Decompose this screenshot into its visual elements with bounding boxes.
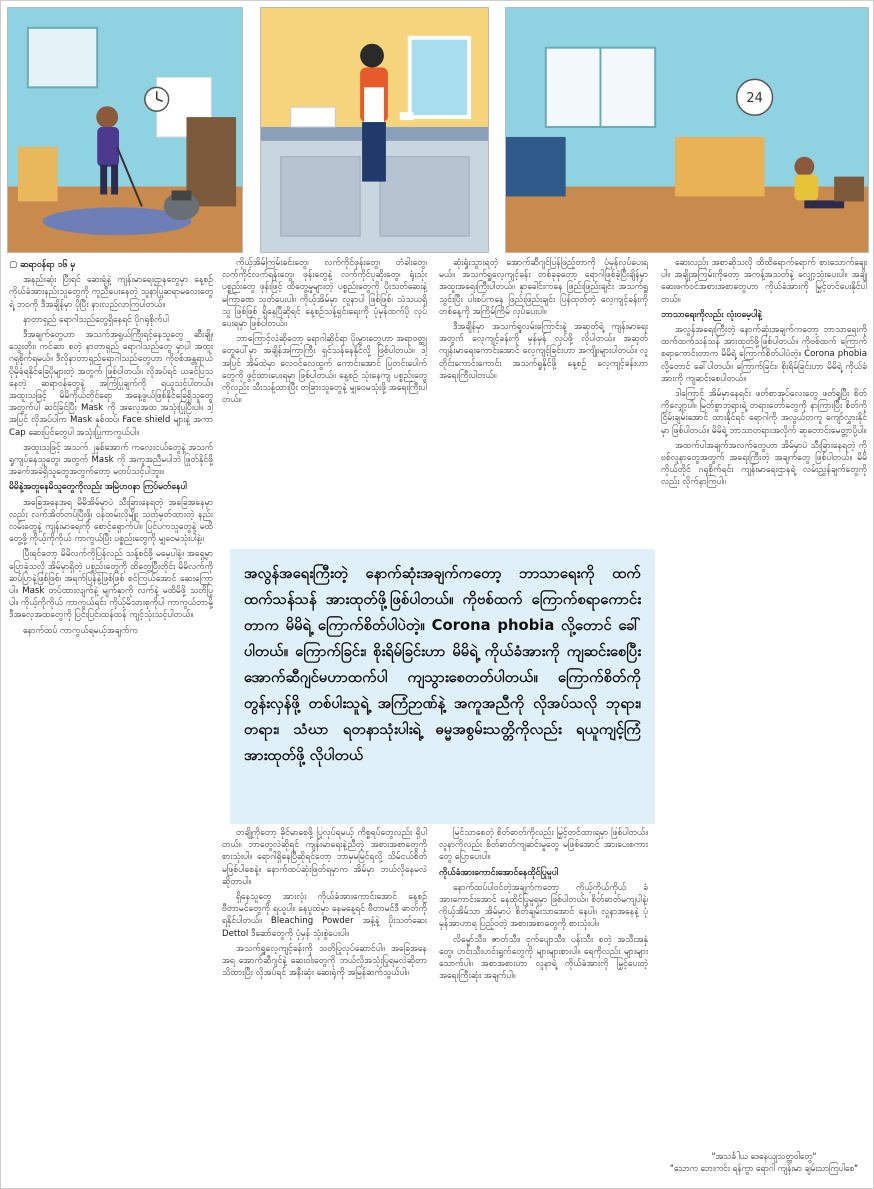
body-paragraph: နောက်ထပ် ကာကွယ်ရမယ့်အချက်က bbox=[23, 625, 138, 636]
body-paragraph: အထူးသဖြင့် အသက် ၂နှစ်အောက် ကလေးငယ်တွေနဲ့ အသက်ရှုကျပ်နေသူတွေ၊ အတွက် Mask ကို အကူအညီမပါဘဲ ဖြုတ်နိုင်ဖို့ အခက်အခဲရှိသူတွေအတွက်တော့ မတပ်သင့်ပါဘူး။ bbox=[9, 442, 213, 478]
cleaning-scene bbox=[506, 8, 868, 252]
body-paragraph: ဆေးလည်း အစာဆိုသလို ထိထိရောက်ရောက် စားသောက်ချေးပါ။ အချိုအကြမ်းကိုတော့ အကန့်အသတ်နဲ့ လျှော့သုံးပေးပါ။ အချို ဆေးဖက်ဝင်အစားအစာတွေဟာ ကိုယ်ခံအားကို မြှင့်တင်ပေးနိုင်ပါတယ်။ bbox=[661, 258, 867, 305]
body-paragraph: ဘာကြောင့်လဲဆိုတော့ ရောဂါဆိုင်ရာ ပိုးမွှားတွေဟာ အရာဝတ္ထုတွေပေါ်မှာ အချိန်အကြာကြီး ရှင်သန်နေနိုင်လို့ ဖြစ်ပါတယ်။ ဒါ့အပြင် အိမ်ထဲမှာ လေဝင်လေထွက် ကောင်းအောင် ပြတင်းပေါက်တွေကို ဖွင့်ထားပေးရမှာ ဖြစ်ပါတယ်။ နေ့စဉ် သုံးနေကျ ပစ္စည်းတွေကိုလည်း သီးသန့်ထားပြီး တခြားသူတွေနဲ့ မျှဝေမသုံးဖို့ အရေးကြီးပါတယ်။ bbox=[222, 334, 427, 406]
body-paragraph: ရှိနေသူတွေ အားလုံး ကိုယ်ခံအားကောင်းအောင် နေ့စဉ်ဗီတာမင်တွေကို ရယူပါ။ နေပူထဲမှာ နေမနေ့ရင် ဗီတာမင်ဒီ ဓာတ်ကို ရနိုင်ပါတယ်။ Bleaching Powder အနံ့နဲ့ ပိုးသတ်ဆေး Dettol ဒီဆော်တွေကို ပုံမှန် သုံးစွဲပေးပါ။ bbox=[222, 892, 427, 939]
article-column-3-top bbox=[439, 257, 648, 545]
body-paragraph: နာတာရှည် ရောဂါသည်တွေရှိနေရင် ပိုဂရုစိုက်ပါ bbox=[23, 314, 169, 325]
section-subheading: ▢ ဆရာဝန်ရာ ၁၆ မှ bbox=[9, 260, 76, 270]
article-column-2-top bbox=[222, 257, 427, 545]
body-paragraph: တချို့ကိုတော့ ခိုင်မာစေဖို့ ပြုလုပ်ရမယ့် ကိစ္စရပ်တွေလည်း ရှိပါတယ်။ ဘာတွေလဲဆိုရင် ကျန်းမာရေးနဲ့ညီတဲ့ အစားအစာတွေကို စားသုံးပါ။ ရောဂါရှိနေပြီဆိုရင်တော့ ဘာမှမမြင်ရလို့ သိမ်ငယ်စိတ် မဖြစ်ပါစေနဲ့။ နောက်ထပ်ဆုံးဖြတ်ရမှာက အိမ်မှာ ဘယ်လိုနေမလဲ ဆိုတာပါ။ bbox=[222, 828, 427, 887]
clock-24-label: 24 bbox=[746, 91, 763, 107]
section-subheading: မိမိနဲ့အတူနေမိသူတွေကိုလည်း အမြဲပာဝနာ ကြပ်မတ်နေပါ bbox=[9, 482, 187, 493]
pull-quote-box bbox=[230, 549, 655, 824]
body-paragraph: အခြေအနေအရ မိမိအိမ်မှာပဲ သီးခြားနေရတဲ့ အခြေအနေမှာလည်း လက်အိတ်တပ်ပြီးဖို့၊ ဝန်ထမ်းလိုမျိုး သတ်မှတ်ထားတဲ့ နည်းလမ်းတွေနဲ့ ကျန်းမာရေးကို စောင့်ရှောက်ပါ။ ပြင်ပကသူတွေနဲ့ မထိတွေ့ဖို့ ကိုယ့်ကိုကိုယ် ကာကွယ်ပြီး ပစ္စည်းတွေကို မျှဝေမသုံးပါနဲ့။ bbox=[9, 497, 213, 545]
body-paragraph: ပြီးရင်တော့ မိမိလက်ကိုပြန်လည် သန့်စင်ဖို့ မမေ့ပါနဲ့။ အရှေ့မှာ ပြောခဲ့သလို အိမ်မှာရှိတဲ့ ပစ္စည်းတွေကို ထိတွေ့ပြီးတိုင်း မိမိလက်ကို ဆပ်ပြာနဲ့ဖြစ်ဖြစ်၊ အရက်ပြန်နဲ့ဖြစ်ဖြစ် စင်ကြယ်အောင် ဆေးကြောပါ။ Mask တပ်ထားလျက်နဲ့ မျက်နှာကို လက်နဲ့ မထိမိဖို့ သတိပြုပါ။ ကိုယ့်ကိုကိုယ် ကာကွယ်ရင်း ကိုယ့်မိသားစုကိုပါ ကာကွယ်တာမို့ ဒီအလေ့အထတွေကို ပြင်းပြင်းထန်ထန် ကျင့်သုံးသင့်ပါတယ်။ bbox=[9, 549, 213, 621]
body-paragraph: ဆုံးရှုံးသွားရတဲ့ အောက်ဆီဂျင်ပြန်ဖြည့်တာကို ပုံမှန်လုပ်ပေးရမယ်။ အသက်ရှူလေ့ကျင့်ခန်း တစ်ခုခုတော့ ရောဂါဖြစ်ခဲ့ပြီးချိန်မှာ အထူးအရေးကြီးပါတယ်။ နှာခေါင်းကနေ ဖြည်းဖြည်းချင်း အသက်ရှူသွင်းပြီး ပါးစပ်ကနေ ဖြည်းဖြည်းချင်း ပြန်ထုတ်တဲ့ လေ့ကျင့်ခန်းကို တစ်နေ့ကို အကြိမ်ကြိမ် လုပ်ပေးပါ။ bbox=[439, 258, 648, 317]
article-column-1 bbox=[9, 257, 213, 1179]
body-paragraph: ဒီအချိန်မှာ အသက်ရှုလမ်းကြောင်းနဲ့ အဆုတ်ရဲ့ ကျန်းမာရေးအတွက် လေ့ကျင့်ခန်းကို မှန်မှန် လုပ်ဖို့ လိုပါတယ်။ အဆုတ်ကျန်းမာရေးကောင်းအောင် လေ့ကျင့်ခြင်းဟာ အကျိုးများပါတယ်။ လူတိုင်းကောင်းကောင်း အသက်ရှုနိုင်ဖို့ နေ့စဉ် လေ့ကျင့်ခန်းဟာ အရေးကြီးပါတယ်။ bbox=[439, 322, 648, 381]
section-subheading: ဘာသာရေးကိုလည်း လုံးဝမေ့ပါနဲ့ bbox=[661, 309, 762, 320]
body-paragraph: အလွန်အရေးကြီးတဲ့ နောက်ဆုံးအချက်ကတော့ ဘာသာရေးကို ထက်ထက်သန်သန် အားထုတ်ဖို့ဖြစ်ပါတယ်။ ကိုဗစ်ထက် ကြောက်စရာကောင်းတာက မိမိရဲ့ ကြောက်စိတ်ပါပဲတဲ့။ Corona phobia လို့တောင် ခေါ်ပါတယ်။ ကြောက်ခြင်း၊ စိုးရိမ်ခြင်းဟာ မိမိရဲ့ ကိုယ်ခံအားကို ကျဆင်းစေပါတယ်။ bbox=[661, 325, 867, 384]
closing-quotes bbox=[661, 1151, 867, 1185]
body-paragraph: ဒါကြောင့် အိမ်မှာနေရင်း ဖတ်စာအုပ်လေးတွေ ဖတ်ရှုပြီး စိတ်ကိုလျှော့ပါ။ မြတ်စွာဘုရားရဲ့ တရားတော်တွေကို နာကြားပြီး စိတ်ကို ငြိမ်းချမ်းအောင် ထားနိုင်ရင် ရောဂါကို အလွယ်တကူ ကျော်လွှားနိုင်မှာ ဖြစ်ပါတယ်။ မိမိရဲ့ ဘာသာတရားအလိုက် ဆုတောင်းမေတ္တာပို့ပါ။ bbox=[661, 389, 867, 436]
body-paragraph: လိမ္မော်သီး၊ ဇာတ်သီး၊ ငှက်ပျောသီး၊ ပန်းသီး စတဲ့ အသီးအနှံတွေ၊ ဟင်းသီးဟင်းရွက်တွေကို များများစားပါ။ ရေကိုလည်း များများသောက်ပါ။ အစာအစားဟာ လူနာရဲ့ ကိုယ်ခံအားကို မြှင့်ပေးတဲ့ အရေးကြီးဆုံး အချက်ပါ။ bbox=[439, 934, 648, 982]
article-column-4 bbox=[661, 257, 867, 1147]
body-paragraph: အထက်ပါအချက်အလက်တွေဟာ အိမ်မှာပဲ သီးခြားနေရတဲ့ ကိုဗစ်လူနာတွေအတွက် အရေးကြီးတဲ့ အချက်တွေ ဖြစ်ပါတယ်။ မိမိကိုယ်တိုင် ဂရုစိုက်ရင်း ကျန်းမာရေးဌာနရဲ့ လမ်းညွှန်ချက်တွေကိုလည်း လိုက်နာကြပါ။ bbox=[661, 440, 867, 488]
article-column-3-bottom bbox=[439, 827, 648, 1179]
washing-scene bbox=[261, 8, 488, 252]
closing-quote-1: "အသင်္ခါယ ဒေနေယျသတ္တဝါတွေ" bbox=[711, 1151, 817, 1161]
body-paragraph: အသက်ရှူလေ့ကျင့်ခန်းကို သတိပြုလုပ်ဆောင်ပါ။ အခြေအနေအရ အောက်ဆီဂျင်နဲ့ ဆေးဝါးတွေကို ဘယ်လိုအသုံးပြုရမလဲဆိုတာ သိထားပြီး လိုအပ်ရင် အနီးဆုံး ဆေးရုံကို အမြန်ဆက်သွယ်ပါ။ bbox=[222, 943, 427, 979]
illustration-washing-dishes bbox=[260, 7, 489, 253]
illustration-vacuuming bbox=[7, 7, 243, 253]
body-paragraph: ကိုယ့်အိမ်ကြမ်းခင်းတွေ၊ လက်ကိုင်ဖုန်းတွေ၊ တံခါးတွေ၊ လက်ကိုင်လက်ရန်းတွေ၊ ဖုန်းတွေနဲ့ လက်ကိုင်ပုဆိုးတွေ၊ ရုံးသုံးပစ္စည်းတွေ ဖုန်းဖြင့် ထိတွေ့မှုများတဲ့ ပစ္စည်းတွေကို ပိုးသတ်ဆေးနဲ့ မကြာခဏ သုတ်ပေးပါ။ ကိုယ့်အိမ်မှာ လူနာပါ ဖြစ်ဖြစ်၊ သံသယရှိသူ ဖြစ်ဖြစ် ရှိနေပြီဆိုရင် နေ့စဉ်သန့်ရှင်းရေးကို ပုံမှန်ထက်ပို လုပ်ပေးရမှာ ဖြစ်ပါတယ်။ bbox=[222, 258, 427, 330]
closing-quote-2: "သောက ဘေးကင်း ရန်ကွာ ရောဂါ ကျန်းမာ ချမ်းသာကြပါစေ" bbox=[670, 1162, 858, 1173]
body-paragraph: နောက်ထပ်ပါဝင်တဲ့အချက်ကတော့ ကိုယ့်ကိုယ်ကိုယ် ခံအားကောင်းအောင် နေထိုင်ပြုမူရမှာ ဖြစ်ပါတယ်။ စိတ်ဓာတ်မကျပါနဲ့၊ ကိုယ့်အိမ်သာ အိမ်မှာပဲ စိတ်ချမ်းသာအောင် နေပါ။ လူနာအနေနဲ့ ပုံမှန်အာဟာရ ပြည့်ဝတဲ့ အစားအစာတွေကို စားသုံးပါ။ bbox=[439, 882, 648, 930]
illustration-cleaning-room bbox=[505, 7, 869, 253]
article-column-2-bottom bbox=[222, 827, 427, 1179]
body-paragraph: ဒီအချက်တွေဟာ အသက်အရွယ်ကြီးရင့်နေသူတွေ ဆီးချို၊ သွေးတိုး၊ ကင်ဆာ စတဲ့ နာတာရှည် ရောဂါသည်တွေ မှာပါ အထူးဂရုစိုက်ရမယ်။ ဒီလိုနာတာရှည်ရောဂါသည်တွေဟာ ကိုဗစ်အန္တရာယ်ပိုမိုခံရနိုင်ခြေပိုများတဲ့ အတွက် ဖြစ်ပါတယ်။ လိုအပ်ရင် ယခင်ပြသနေတဲ့ ဆရာဝန်တွေနဲ့ အကြံပြုချက်ကို ရယူသင့်ပါတယ်။ အထူးသဖြင့် မိမိကိုယ်တိုင်ရော အနေ့ဖွယ်ဖြစ်နိုင်ခြေရှိသူတွေအတွက်ပါ ဆင်ခြင်ပြီး Mask ကို အလေ့အထ အသုံးပြုပြီးပါ။ ဒါ့အပြင် လိုအပ်ပါက Mask နှစ်ထပ်၊ Face shield များနဲ့ အကာ Cap ဆေးပြင်တွေပါ အသုံးပြုကာကွယ်ပါ။ bbox=[9, 330, 213, 438]
pull-quote-text: အလွန်အရေးကြီးတဲ့ နောက်ဆုံးအချက်ကတော့ ဘာသာရေးကို ထက်ထက်သန်သန် အားထုတ်ဖို့ဖြစ်ပါတယ်။ ကိုဗစ်ထက် ကြောက်စရာကောင်းတာက မိမိရဲ့ ကြောက်စိတ်ပါပဲတဲ့။ Corona phobia လို့တောင် ခေါ်ပါတယ်။ ကြောက်ခြင်း၊ စိုးရိမ်ခြင်းဟာ မိမိရဲ့ ကိုယ်ခံအားကို ကျဆင်းစေပြီး အောက်ဆီဂျင်မဟာထက်ပါ ကျသွားစေတတ်ပါတယ်။ ကြောက်စိတ်ကိုတွန်းလှန်ဖို့ တစ်ပါးသူရဲ့ အကြံဉာဏ်နဲ့ အကူအညီကို လိုအပ်သလို ဘုရား၊ တရား၊ သံဃာ ရတနာသုံးပါးရဲ့ ဓမ္မအစွမ်းသတ္တိကိုလည်း ရယူကျင့်ကြံအားထုတ်ဖို့ လိုပါတယ် bbox=[244, 565, 641, 764]
section-subheading: ကိုယ်ခံအားကောင်းအောင်နေထိုင်ပြုမူပါ bbox=[439, 867, 559, 878]
body-paragraph: အနည်းဆုံး ပြီးရင် ဆေးရုံနဲ့ ကျန်းမာရေးဌာနတွေမှာ နေ့စဉ် ကိုယ်ခံအားနည်းသူတွေကို ကူညီပေးနေတဲ့ သူနာပြုဆရာမလေးတွေရဲ့ ဘဝကို ဒီအချိန်မှာ ပိုပြီး နားလည်လာကြပါတယ်။ bbox=[9, 275, 213, 310]
body-paragraph: မြင်သာစေတဲ့ စိတ်ဓာတ်ကိုလည်း မြှင့်တင်ထားရမှာ ဖြစ်ပါတယ်။ လူနာကိုလည်း စိတ်ဓာတ်ကျဆင်းမှုတွေ မဖြစ်အောင် အားပေးစကားတွေ ပြောပေးပါ။ bbox=[439, 828, 648, 863]
vacuuming-scene bbox=[8, 8, 242, 252]
